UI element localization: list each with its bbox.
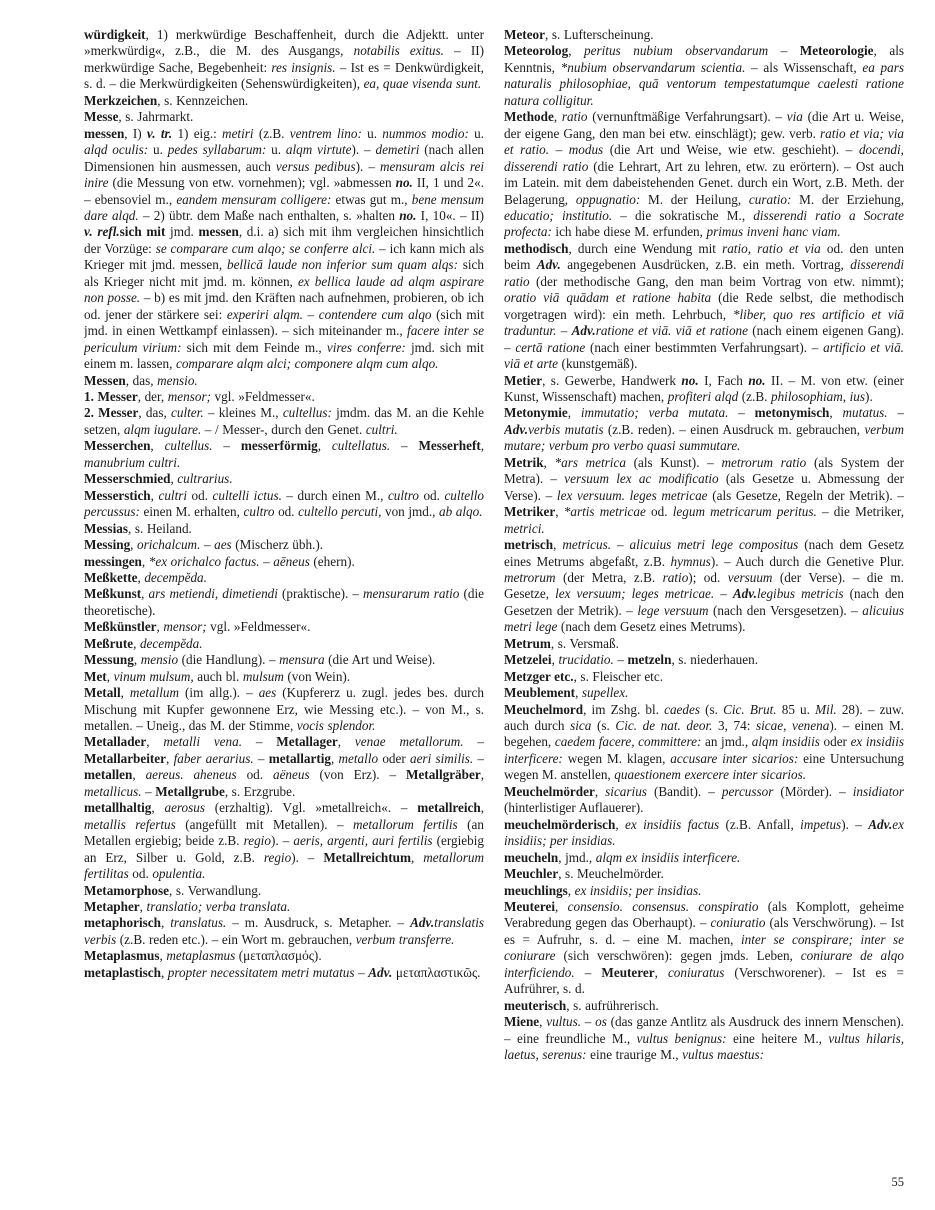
column-left [84,27,484,1177]
dictionary-entry: messingen, *ex orichalco factus. – aēneus (ehern). [84,553,355,569]
dictionary-entry: meuterisch, s. aufrührerisch. [504,997,659,1013]
dictionary-entry: Meuterei, consensio. consensus. conspiratio (als Komplott, geheime Verabredung gegen das Oberhaupt). – coniuratio (als Verschwörung). – Ist es = Aufruhr, s. d. – eine M. machen, inter se conspirare; inter se coniurare (sich verschwören): gegen jmds. Leben, coniurare de alqo interficiendo. – Meuterer, coniuratus (Verschworener). – Ist es = Aufrührer, s. d. [504,899,904,997]
dictionary-entry: meucheln, jmd., alqm ex insidiis interficere. [504,849,741,865]
page-number: 55 [891,1175,904,1189]
dictionary-entry: 2. Messer, das, culter. – kleines M., cultellus: jmdm. das M. an die Kehle setzen, alqm iugulare. – / Messer-, durch den Genet. cultri. [84,405,484,437]
dictionary-entry: metaphorisch, translatus. – m. Ausdruck, s. Metapher. – Adv.translatis verbis (z.B. reden etc.). – ein Wort m. gebrauchen, verbum transferre. [84,915,484,947]
text-columns [84,27,904,1177]
dictionary-entry: Meuchler, s. Meuchelmörder. [504,866,664,882]
dictionary-entry: Methode, ratio (vernunftmäßige Verfahrungsart). – via (die Art u. Weise, der eigene Gang, den man bei etw. einschlägt); gew. verb. ratio et via; via et ratio. – modus (die Art und Weise, wie etw. geschieht). – docendi, disserendi ratio (die Lehrart, Art zu lehren, etw. zu erörtern). – Ost auch im Latein. mit dem dabeistehenden Genet. durch ein Wort, z.B. Meth. der Belagerung, oppugnatio: M. der Heilung, curatio: M. der Erziehung, educatio; institutio. – die sokratische M., disserendi ratio a Socrate profecta: ich habe diese M. erfunden, primus inveni hanc viam. [504,109,904,240]
dictionary-entry: würdigkeit, 1) merkwürdige Beschaffenheit, durch die Adjektt. unter »merkwürdig«, z.B., die M. des Ausgangs, notabilis exitus. – II) merkwürdige Sache, Begebenheit: res insignis. – Ist es = Denkwürdigkeit, s. d. – die Merkwürdigkeiten (Sehenswürdigkeiten), ea, quae visenda sunt. [84,27,484,92]
dictionary-entry: Metrik, *ars metrica (als Kunst). – metrorum ratio (als System der Metra). – versuum lex ac modificatio (als Gesetze u. Abmessung der Verse). – lex versuum. leges metricae (als Gesetze, Regeln der Metrik). – Metriker, *artis metricae od. legum metricarum peritus. – die Metriker, metrici. [504,454,904,536]
dictionary-entry: Metaplasmus, metaplasmus (μεταπλασμός). [84,948,322,964]
dictionary-entry: Metapher, translatio; verba translata. [84,899,291,915]
dictionary-entry: Metrum, s. Versmaß. [504,635,619,651]
dictionary-entry: metallhaltig, aerosus (erzhaltig). Vgl. »metallreich«. – metallreich, metallis refertus (angefüllt mit Metallen). – metallorum fertilis (an Metallen ergiebig; beide z.B. regio). – aeris, argenti, auri fertilis (ergiebig an Erz, Silber u. Gold, z.B. regio). – Metallreichtum, metallorum fertilitas od. opulentia. [84,800,484,882]
dictionary-entry: Metonymie, immutatio; verba mutata. – metonymisch, mutatus. – Adv.verbis mutatis (z.B. reden). – einen Ausdruck m. gebrauchen, verbum mutare; verbum pro verbo quasi summutare. [504,405,904,454]
dictionary-entry: Meublement, supellex. [504,685,629,701]
dictionary-entry: Met, vinum mulsum, auch bl. mulsum (von Wein). [84,668,351,684]
dictionary-entry: Messe, s. Jahrmarkt. [84,109,194,125]
dictionary-entry: Messerschmied, cultrarius. [84,471,233,487]
dictionary-entry: metrisch, metricus. – alicuius metri lege compositus (nach dem Gesetz eines Metrums abgefaßt, z.B. hymnus). – Auch durch die Genetive Plur. metrorum (der Metra, z.B. ratio); od. versuum (der Verse). – die m. Gesetze, lex versuum; leges metricae. – Adv.legibus metricis (nach den Gesetzen der Metrik). – lege versuum (nach den Versgesetzen). – alicuius metri lege (nach dem Gesetz eines Metrums). [504,537,904,635]
dictionary-entry: Messias, s. Heiland. [84,520,192,536]
dictionary-entry: Messerstich, cultri od. cultelli ictus. – durch einen M., cultro od. cultello percussus: einen M. erhalten, cultro od. cultello percuti, von jmd., ab alqo. [84,487,484,520]
dictionary-entry: Messing, orichalcum. – aes (Mischerz übh.). [84,537,324,553]
dictionary-entry: Metall, metallum (im allg.). – aes (Kupfererz u. zugl. jedes bes. durch Mischung mit Kupfer gewonnene Erz, wie Messing etc.). – von M., s. metallen. – Uneig., das M. der Stimme, vocis splendor. [84,685,484,734]
dictionary-entry: Messung, mensio (die Handlung). – mensura (die Art und Weise). [84,652,436,668]
dictionary-entry: Miene, vultus. – os (das ganze Antlitz als Ausdruck des innern Menschen). – eine freundliche M., vultus benignus: eine heitere M., vultus hilaris, laetus, serenus: eine traurige M., vultus maestus: [504,1014,904,1063]
dictionary-entry: Messen, das, mensio. [84,372,198,388]
dictionary-entry: Meuchelmord, im Zshg. bl. caedes (s. Cic. Brut. 85 u. Mil. 28). – zuw. auch durch sica (s. Cic. de nat. deor. 3, 74: sicae, venena). – einen M. begehen, caedem facere, committere: an jmd., alqm insidiis oder ex insidiis interficere: wegen M. klagen, accusare inter sicarios: eine Untersuchung wegen M. anstellen, quaestionem exercere inter sicarios. [504,701,904,783]
dictionary-entry: Meßkünstler, mensor; vgl. »Feldmesser«. [84,619,311,635]
dictionary-entry: Metier, s. Gewerbe, Handwerk no. I, Fach no. II. – M. von etw. (einer Kunst, Wissenschaft) machen, profiteri alqd (z.B. philosophiam, ius). [504,372,904,404]
dictionary-entry: Meßkunst, ars metiendi, dimetiendi (praktische). – mensurarum ratio (die theoretische). [84,586,484,618]
dictionary-entry: Meßrute, decempĕda. [84,635,203,651]
dictionary-entry: Meteorolog, peritus nubium observandarum – Meteorologie, als Kenntnis, *nubium observandarum scientia. – als Wissenschaft, ea pars naturalis philosophiae, quā ventorum tempestatumque caelesti ratione natura colligitur. [504,43,904,108]
dictionary-entry: Metamorphose, s. Verwandlung. [84,882,262,898]
dictionary-entry: Metzger etc., s. Fleischer etc. [504,668,663,684]
dictionary-entry: Meuchelmörder, sicarius (Bandit). – percussor (Mörder). – insidiator (hinterlistiger Auflauerer). [504,783,904,816]
dictionary-entry: meuchlings, ex insidiis; per insidias. [504,882,702,898]
dictionary-entry: Merkzeichen, s. Kennzeichen. [84,92,249,108]
dictionary-entry: Meteor, s. Lufterscheinung. [504,27,654,42]
dictionary-entry: meuchelmörderisch, ex insidiis factus (z.B. Anfall, impetus). – Adv.ex insidiis; per insidias. [504,816,904,849]
dictionary-entry: methodisch, durch eine Wendung mit ratio, ratio et via od. den unten beim Adv. angegebenen Ausdrücken, z.B. ein meth. Vortrag, disserendi ratio (der methodische Gang, den man beim Vortrag von etw. nimmt); oratio viā quādam et ratione habita (die Rede selbst, die methodisch vorgetragen wird): ein meth. Lehrbuch, *liber, quo res artificio et viā traduntur. – Adv.ratione et viā. viā et ratione (nach einem eigenen Gang). – certā ratione (nach einer bestimmten Verfahrungsart). – artificio et viā. viā et arte (kunstgemäß). [504,240,904,372]
column-right [504,27,904,1177]
dictionary-entry: 1. Messer, der, mensor; vgl. »Feldmesser«. [84,388,315,404]
dictionary-entry: Metallader, metalli vena. – Metallager, venae metallorum. – Metallarbeiter, faber aerarius. – metallartig, metallo oder aeri similis. – metallen, aereus. aheneus od. aëneus (von Erz). – Metallgräber, metallicus. – Metallgrube, s. Erzgrube. [84,734,484,799]
dictionary-entry: Metzelei, trucidatio. – metzeln, s. niederhauen. [504,652,759,668]
dictionary-entry: Meßkette, decempĕda. [84,569,207,585]
dictionary-entry: messen, I) v. tr. 1) eig.: metiri (z.B. ventrem lino: u. nummos modio: u. alqd oculis: u. pedes syllabarum: u. alqm virtute). – demetiri (nach allen Dimensionen hin ausmessen, auch versus pedibus). – mensuram alcis rei inire (die Messung von etw. vornehmen); vgl. »abmessen no. II, 1 und 2«. – ebensoviel m., eandem mensuram colligere: etwas gut m., bene mensum dare alqd. – 2) übtr. dem Maße nach enthalten, s. »halten no. I, 10«. – II) v. refl.sich mit jmd. messen, d.i. a) sich mit ihm vergleichen hinsichtlich der Vorzüge: se comparare cum alqo; se conferre alci. – ich kann mich als Krieger mit jmd. messen, bellicā laude non inferior sum quam alqs: sich als Krieger nicht mit jmd. m. können, ex bellica laude ad alqm aspirare non posse. – b) es mit jmd. den Kräften nach aufnehmen, probieren, ob ich od. jener der stärkere sei: experiri alqm. – contendere cum alqo (sich mit jmd. in einen Wettkampf einlassen). – sich miteinander m., facere inter se periculum virium: sich mit dem Feinde m., vires conferre: jmd. sich mit einem m. lassen, comparare alqm alci; componere alqm cum alqo. [84,125,484,372]
dictionary-entry: metaplastisch, propter necessitatem metri mutatus – Adv. μεταπλαστικῶς. [84,964,481,980]
dictionary-entry: Messerchen, cultellus. – messerförmig, cultellatus. – Messerheft, manubrium cultri. [84,438,484,470]
